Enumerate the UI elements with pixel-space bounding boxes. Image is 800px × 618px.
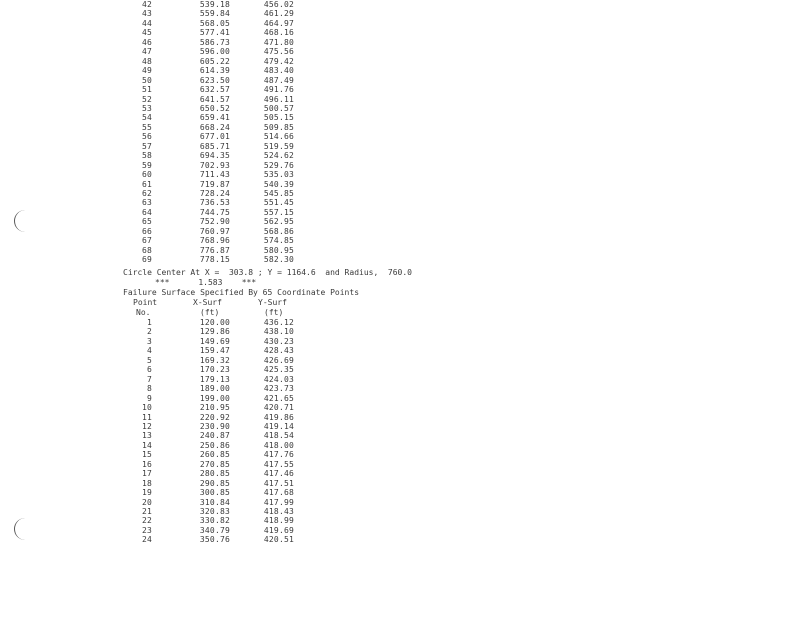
x-coordinate: 744.75 bbox=[199, 207, 230, 217]
x-coordinate: 149.69 bbox=[199, 336, 230, 346]
x-coordinate: 568.05 bbox=[199, 18, 230, 28]
x-coordinate: 596.00 bbox=[199, 47, 230, 57]
y-coordinate: 562.95 bbox=[263, 217, 294, 227]
y-coordinate: 540.39 bbox=[263, 179, 294, 189]
x-coordinate: 220.92 bbox=[199, 412, 230, 422]
y-coordinate: 519.59 bbox=[263, 141, 294, 151]
y-coordinate: 456.02 bbox=[263, 0, 294, 9]
point-number: 18 bbox=[141, 478, 152, 488]
x-coordinate: 169.32 bbox=[199, 355, 230, 365]
point-number: 1 bbox=[146, 318, 152, 327]
point-number: 54 bbox=[141, 113, 152, 123]
point-number: 47 bbox=[141, 47, 152, 57]
x-coordinate: 330.82 bbox=[199, 516, 230, 526]
x-coordinate: 120.00 bbox=[199, 318, 230, 327]
point-number: 56 bbox=[141, 132, 152, 142]
point-number: 7 bbox=[146, 374, 152, 384]
y-coordinate: 419.86 bbox=[263, 412, 294, 422]
point-number: 4 bbox=[146, 346, 152, 356]
y-coordinate: 479.42 bbox=[263, 56, 294, 66]
x-coordinate: 230.90 bbox=[199, 421, 230, 431]
y-coordinate: 461.29 bbox=[263, 9, 294, 19]
x-coordinate: 340.79 bbox=[199, 525, 230, 535]
y-coordinate: 557.15 bbox=[263, 207, 294, 217]
y-coordinate: 483.40 bbox=[263, 66, 294, 76]
x-coordinate: 577.41 bbox=[199, 28, 230, 38]
x-unit-header: (ft) bbox=[200, 308, 220, 317]
point-number: 53 bbox=[141, 103, 152, 113]
point-number: 60 bbox=[141, 170, 152, 180]
y-coordinate: 551.45 bbox=[263, 198, 294, 208]
point-number: 69 bbox=[141, 255, 152, 265]
y-coordinate: 423.73 bbox=[263, 384, 294, 394]
point-number: 44 bbox=[141, 18, 152, 28]
x-coordinate: 170.23 bbox=[199, 365, 230, 375]
point-number: 58 bbox=[141, 151, 152, 161]
point-number: 13 bbox=[141, 431, 152, 441]
point-number: 51 bbox=[141, 85, 152, 95]
x-coordinate: 719.87 bbox=[199, 179, 230, 189]
y-coordinate: 417.51 bbox=[263, 478, 294, 488]
y-coordinate: 471.80 bbox=[263, 37, 294, 47]
y-coordinate: 487.49 bbox=[263, 75, 294, 85]
y-coordinate: 574.85 bbox=[263, 236, 294, 246]
point-number: 14 bbox=[141, 440, 152, 450]
point-number: 16 bbox=[141, 459, 152, 469]
point-number: 57 bbox=[141, 141, 152, 151]
y-coordinate: 475.56 bbox=[263, 47, 294, 57]
y-coordinate: 426.69 bbox=[263, 355, 294, 365]
y-coordinate: 468.16 bbox=[263, 28, 294, 38]
x-coordinate: 270.85 bbox=[199, 459, 230, 469]
y-coordinate: 568.86 bbox=[263, 226, 294, 236]
x-coordinate: 760.97 bbox=[199, 226, 230, 236]
x-coordinate: 320.83 bbox=[199, 507, 230, 516]
x-coordinate: 659.41 bbox=[199, 113, 230, 123]
point-number: 21 bbox=[141, 507, 152, 516]
point-number: 11 bbox=[141, 412, 152, 422]
y-coordinate: 580.95 bbox=[263, 245, 294, 255]
y-coordinate: 500.57 bbox=[263, 103, 294, 113]
point-number: 67 bbox=[141, 236, 152, 246]
point-number: 5 bbox=[146, 355, 152, 365]
y-coordinate: 425.35 bbox=[263, 365, 294, 375]
x-coordinate: 280.85 bbox=[199, 469, 230, 479]
x-coordinate: 159.47 bbox=[199, 346, 230, 356]
x-coordinate: 778.15 bbox=[199, 255, 230, 265]
safety-factor-line: *** 1.583 *** bbox=[155, 278, 257, 287]
y-coordinate: 418.99 bbox=[263, 516, 294, 526]
y-coordinate: 509.85 bbox=[263, 122, 294, 132]
y-coordinate: 524.62 bbox=[263, 151, 294, 161]
x-coordinate: 179.13 bbox=[199, 374, 230, 384]
x-coordinate: 711.43 bbox=[199, 170, 230, 180]
point-number: 10 bbox=[141, 403, 152, 413]
point-number: 61 bbox=[141, 179, 152, 189]
point-no-header: No. bbox=[136, 308, 151, 317]
x-coordinate: 677.01 bbox=[199, 132, 230, 142]
point-number: 68 bbox=[141, 245, 152, 255]
x-coordinate: 702.93 bbox=[199, 160, 230, 170]
x-coordinate: 736.53 bbox=[199, 198, 230, 208]
y-coordinate: 514.66 bbox=[263, 132, 294, 142]
x-coordinate: 768.96 bbox=[199, 236, 230, 246]
y-coordinate: 421.65 bbox=[263, 393, 294, 403]
point-number: 6 bbox=[146, 365, 152, 375]
y-coordinate: 491.76 bbox=[263, 85, 294, 95]
x-coordinate: 632.57 bbox=[199, 85, 230, 95]
y-coordinate: 424.03 bbox=[263, 374, 294, 384]
x-coordinate: 685.71 bbox=[199, 141, 230, 151]
point-number: 2 bbox=[146, 327, 152, 337]
x-coordinate: 605.22 bbox=[199, 56, 230, 66]
point-number: 20 bbox=[141, 497, 152, 507]
y-coordinate: 438.10 bbox=[263, 327, 294, 337]
point-number: 23 bbox=[141, 525, 152, 535]
point-number: 43 bbox=[141, 9, 152, 19]
x-coordinate: 559.84 bbox=[199, 9, 230, 19]
x-coordinate: 240.87 bbox=[199, 431, 230, 441]
y-coordinate: 545.85 bbox=[263, 189, 294, 198]
x-coordinate: 310.84 bbox=[199, 497, 230, 507]
y-coordinate: 417.55 bbox=[263, 459, 294, 469]
x-coordinate: 694.35 bbox=[199, 151, 230, 161]
x-coordinate: 300.85 bbox=[199, 488, 230, 498]
y-coordinate: 505.15 bbox=[263, 113, 294, 123]
x-coordinate: 260.85 bbox=[199, 450, 230, 460]
point-number: 46 bbox=[141, 37, 152, 47]
x-surf-header: X-Surf bbox=[193, 298, 222, 307]
point-number: 49 bbox=[141, 66, 152, 76]
point-number: 42 bbox=[141, 0, 152, 9]
y-coordinate: 436.12 bbox=[263, 318, 294, 327]
x-coordinate: 623.50 bbox=[199, 75, 230, 85]
y-coordinate: 417.46 bbox=[263, 469, 294, 479]
point-number: 24 bbox=[141, 535, 152, 545]
point-number: 50 bbox=[141, 75, 152, 85]
y-coordinate: 420.71 bbox=[263, 403, 294, 413]
point-number: 66 bbox=[141, 226, 152, 236]
x-coordinate: 250.86 bbox=[199, 440, 230, 450]
x-coordinate: 614.39 bbox=[199, 66, 230, 76]
point-number: 15 bbox=[141, 450, 152, 460]
point-number: 12 bbox=[141, 421, 152, 431]
y-coordinate: 418.00 bbox=[263, 440, 294, 450]
point-number: 48 bbox=[141, 56, 152, 66]
point-number: 19 bbox=[141, 488, 152, 498]
point-number: 52 bbox=[141, 94, 152, 104]
x-coordinate: 129.86 bbox=[199, 327, 230, 337]
y-coordinate: 496.11 bbox=[263, 94, 294, 104]
punch-hole-mark bbox=[14, 210, 29, 232]
point-number: 65 bbox=[141, 217, 152, 227]
x-coordinate: 668.24 bbox=[199, 122, 230, 132]
point-number: 55 bbox=[141, 122, 152, 132]
x-coordinate: 539.18 bbox=[199, 0, 230, 9]
circle-center-line: Circle Center At X = 303.8 ; Y = 1164.6 and Radius, 760.0 bbox=[123, 268, 412, 277]
y-coordinate: 417.76 bbox=[263, 450, 294, 460]
point-number: 22 bbox=[141, 516, 152, 526]
y-coordinate: 535.03 bbox=[263, 170, 294, 180]
y-coordinate: 430.23 bbox=[263, 336, 294, 346]
x-coordinate: 210.95 bbox=[199, 403, 230, 413]
point-header: Point bbox=[133, 298, 158, 307]
x-coordinate: 641.57 bbox=[199, 94, 230, 104]
y-coordinate: 417.99 bbox=[263, 497, 294, 507]
point-number: 62 bbox=[141, 189, 152, 198]
point-number: 64 bbox=[141, 207, 152, 217]
point-number: 59 bbox=[141, 160, 152, 170]
x-coordinate: 350.76 bbox=[199, 535, 230, 545]
point-number: 63 bbox=[141, 198, 152, 208]
punch-hole-mark bbox=[14, 518, 29, 540]
point-number: 3 bbox=[146, 336, 152, 346]
y-coordinate: 418.54 bbox=[263, 431, 294, 441]
y-coordinate: 418.43 bbox=[263, 507, 294, 516]
y-coordinate: 417.68 bbox=[263, 488, 294, 498]
y-coordinate: 419.14 bbox=[263, 421, 294, 431]
y-coordinate: 419.69 bbox=[263, 525, 294, 535]
y-coordinate: 582.30 bbox=[263, 255, 294, 265]
y-coordinate: 428.43 bbox=[263, 346, 294, 356]
point-number: 45 bbox=[141, 28, 152, 38]
y-coordinate: 420.51 bbox=[263, 535, 294, 545]
y-surf-header: Y-Surf bbox=[258, 298, 287, 307]
y-unit-header: (ft) bbox=[264, 308, 284, 317]
x-coordinate: 752.90 bbox=[199, 217, 230, 227]
failure-surface-header: Failure Surface Specified By 65 Coordinate Points bbox=[123, 288, 360, 297]
point-number: 8 bbox=[146, 384, 152, 394]
y-coordinate: 529.76 bbox=[263, 160, 294, 170]
y-coordinate: 464.97 bbox=[263, 18, 294, 28]
point-number: 17 bbox=[141, 469, 152, 479]
x-coordinate: 189.00 bbox=[199, 384, 230, 394]
x-coordinate: 728.24 bbox=[199, 189, 230, 198]
x-coordinate: 586.73 bbox=[199, 37, 230, 47]
x-coordinate: 650.52 bbox=[199, 103, 230, 113]
x-coordinate: 776.87 bbox=[199, 245, 230, 255]
x-coordinate: 290.85 bbox=[199, 478, 230, 488]
x-coordinate: 199.00 bbox=[199, 393, 230, 403]
point-number: 9 bbox=[146, 393, 152, 403]
